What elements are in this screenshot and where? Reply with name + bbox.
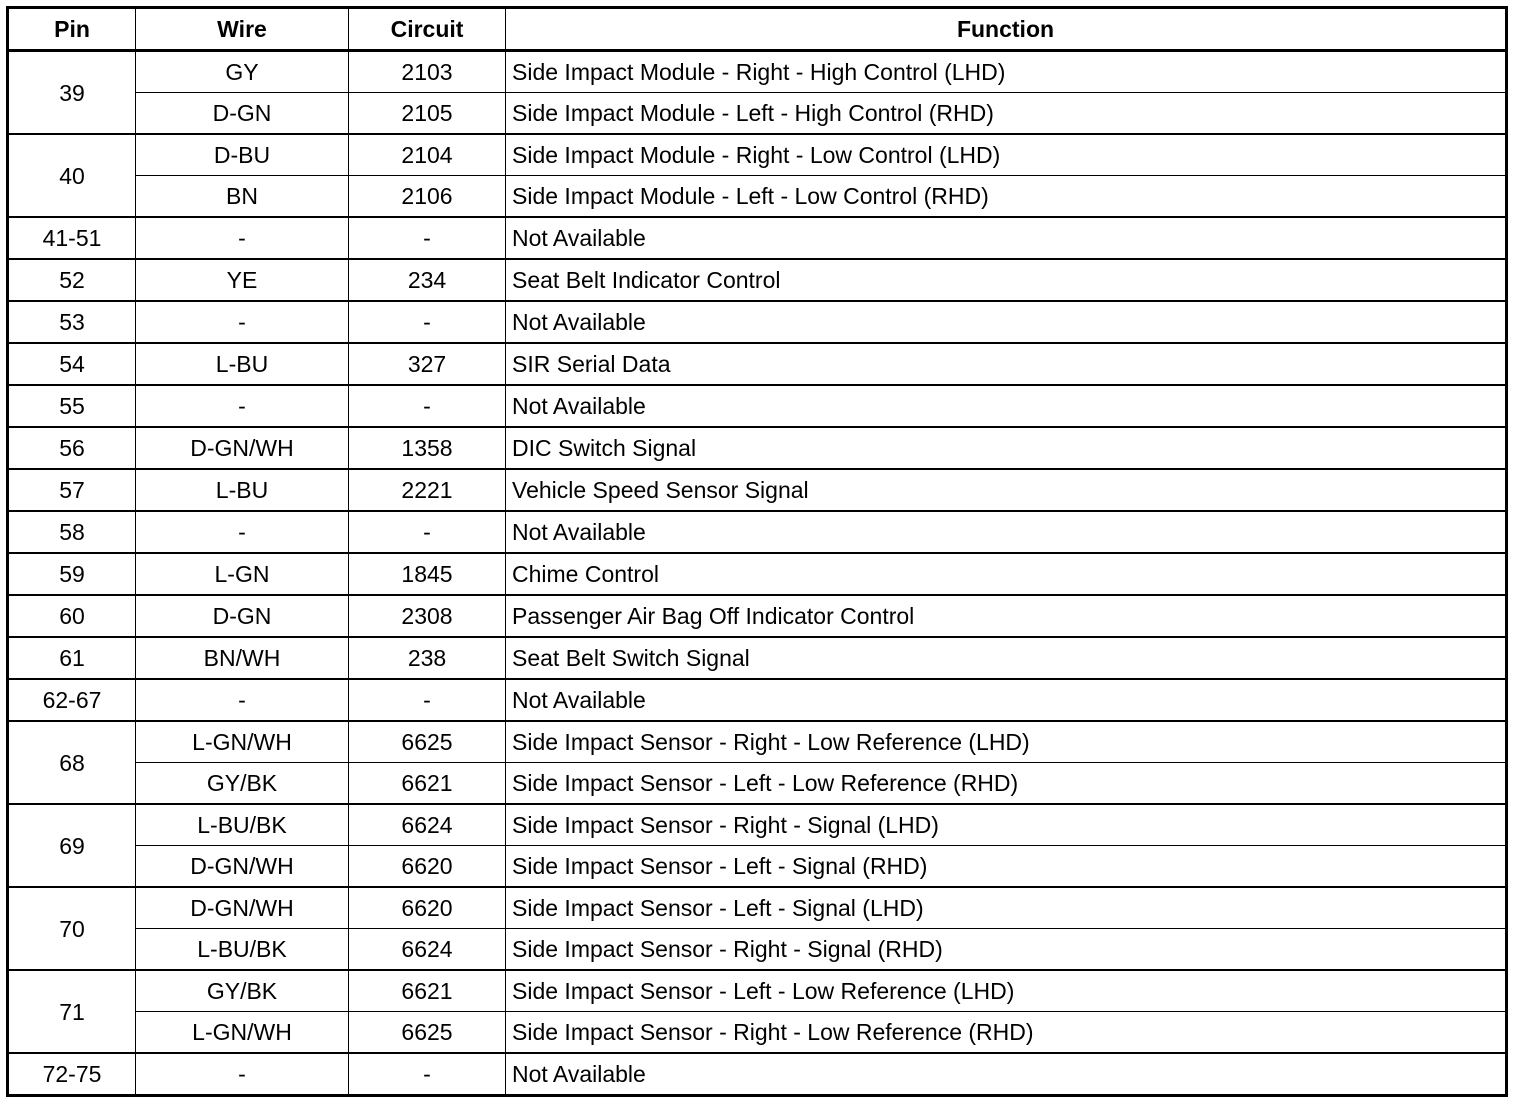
wire-cell: - xyxy=(136,679,349,721)
wire-cell: L-GN/WH xyxy=(136,721,349,763)
function-cell: Side Impact Sensor - Left - Signal (RHD) xyxy=(506,846,1507,888)
table-row xyxy=(8,679,1507,721)
function-cell: Side Impact Module - Right - Low Control (LHD) xyxy=(506,134,1507,176)
function-cell: Not Available xyxy=(506,679,1507,721)
wire-cell: D-BU xyxy=(136,134,349,176)
function-cell: Side Impact Sensor - Left - Low Reference (RHD) xyxy=(506,763,1507,805)
function-cell: Not Available xyxy=(506,1053,1507,1096)
table-row xyxy=(8,846,1507,888)
wire-cell: - xyxy=(136,217,349,259)
circuit-cell: 6620 xyxy=(349,887,506,929)
pin-cell: 68 xyxy=(8,721,136,804)
circuit-cell: - xyxy=(349,679,506,721)
circuit-cell: - xyxy=(349,301,506,343)
header-wire: Wire xyxy=(136,8,349,51)
wire-cell: L-BU/BK xyxy=(136,804,349,846)
function-cell: Passenger Air Bag Off Indicator Control xyxy=(506,595,1507,637)
pin-cell: 61 xyxy=(8,637,136,679)
table-row xyxy=(8,176,1507,218)
table-row xyxy=(8,511,1507,553)
circuit-cell: 6624 xyxy=(349,929,506,971)
table-row xyxy=(8,595,1507,637)
header-circuit: Circuit xyxy=(349,8,506,51)
wire-cell: L-BU/BK xyxy=(136,929,349,971)
function-cell: Not Available xyxy=(506,217,1507,259)
pin-cell: 55 xyxy=(8,385,136,427)
function-cell: Side Impact Sensor - Right - Signal (RHD) xyxy=(506,929,1507,971)
function-cell: Seat Belt Indicator Control xyxy=(506,259,1507,301)
wire-cell: L-BU xyxy=(136,343,349,385)
table-row xyxy=(8,1012,1507,1054)
wire-cell: GY/BK xyxy=(136,970,349,1012)
circuit-cell: 1845 xyxy=(349,553,506,595)
wire-cell: D-GN/WH xyxy=(136,846,349,888)
pin-cell: 57 xyxy=(8,469,136,511)
table-row xyxy=(8,301,1507,343)
header-function: Function xyxy=(506,8,1507,51)
wire-cell: - xyxy=(136,301,349,343)
wire-cell: - xyxy=(136,511,349,553)
pin-cell: 72-75 xyxy=(8,1053,136,1096)
function-cell: Side Impact Sensor - Left - Low Reference (LHD) xyxy=(506,970,1507,1012)
wire-cell: L-BU xyxy=(136,469,349,511)
wire-cell: D-GN/WH xyxy=(136,427,349,469)
circuit-cell: - xyxy=(349,217,506,259)
pin-cell: 70 xyxy=(8,887,136,970)
function-cell: SIR Serial Data xyxy=(506,343,1507,385)
circuit-cell: 6621 xyxy=(349,970,506,1012)
circuit-cell: 327 xyxy=(349,343,506,385)
function-cell: Not Available xyxy=(506,301,1507,343)
pin-cell: 59 xyxy=(8,553,136,595)
table-row xyxy=(8,1053,1507,1096)
circuit-cell: 6621 xyxy=(349,763,506,805)
circuit-cell: 2308 xyxy=(349,595,506,637)
wire-cell: BN xyxy=(136,176,349,218)
pin-cell: 40 xyxy=(8,134,136,217)
circuit-cell: 6624 xyxy=(349,804,506,846)
table-header-row xyxy=(8,8,1507,51)
table-row xyxy=(8,721,1507,763)
wire-cell: L-GN xyxy=(136,553,349,595)
function-cell: Side Impact Module - Left - High Control (RHD) xyxy=(506,93,1507,135)
function-cell: Side Impact Module - Left - Low Control (RHD) xyxy=(506,176,1507,218)
circuit-cell: - xyxy=(349,511,506,553)
connector-pinout-table xyxy=(6,6,1508,1097)
wire-cell: D-GN xyxy=(136,595,349,637)
pin-cell: 58 xyxy=(8,511,136,553)
pin-cell: 60 xyxy=(8,595,136,637)
wire-cell: GY/BK xyxy=(136,763,349,805)
wire-cell: BN/WH xyxy=(136,637,349,679)
wire-cell: YE xyxy=(136,259,349,301)
function-cell: Seat Belt Switch Signal xyxy=(506,637,1507,679)
wire-cell: GY xyxy=(136,51,349,93)
function-cell: Vehicle Speed Sensor Signal xyxy=(506,469,1507,511)
circuit-cell: 2103 xyxy=(349,51,506,93)
circuit-cell: - xyxy=(349,1053,506,1096)
function-cell: Chime Control xyxy=(506,553,1507,595)
pin-cell: 41-51 xyxy=(8,217,136,259)
wire-cell: L-GN/WH xyxy=(136,1012,349,1054)
table-body xyxy=(8,51,1507,1096)
circuit-cell: 2105 xyxy=(349,93,506,135)
table-row xyxy=(8,763,1507,805)
wire-cell: D-GN xyxy=(136,93,349,135)
pin-cell: 53 xyxy=(8,301,136,343)
function-cell: Side Impact Sensor - Right - Signal (LHD) xyxy=(506,804,1507,846)
function-cell: Not Available xyxy=(506,385,1507,427)
table-row xyxy=(8,217,1507,259)
table-row xyxy=(8,259,1507,301)
pin-cell: 71 xyxy=(8,970,136,1053)
table-row xyxy=(8,887,1507,929)
pin-cell: 56 xyxy=(8,427,136,469)
circuit-cell: - xyxy=(349,385,506,427)
pin-cell: 39 xyxy=(8,51,136,135)
circuit-cell: 6620 xyxy=(349,846,506,888)
pin-cell: 62-67 xyxy=(8,679,136,721)
table-row xyxy=(8,51,1507,93)
wire-cell: D-GN/WH xyxy=(136,887,349,929)
circuit-cell: 2104 xyxy=(349,134,506,176)
circuit-cell: 2106 xyxy=(349,176,506,218)
table-row xyxy=(8,343,1507,385)
table-row xyxy=(8,804,1507,846)
pin-cell: 54 xyxy=(8,343,136,385)
table-row xyxy=(8,469,1507,511)
pin-cell: 52 xyxy=(8,259,136,301)
circuit-cell: 238 xyxy=(349,637,506,679)
pin-cell: 69 xyxy=(8,804,136,887)
function-cell: Side Impact Sensor - Left - Signal (LHD) xyxy=(506,887,1507,929)
circuit-cell: 6625 xyxy=(349,1012,506,1054)
table-row xyxy=(8,427,1507,469)
wire-cell: - xyxy=(136,1053,349,1096)
table-row xyxy=(8,385,1507,427)
function-cell: DIC Switch Signal xyxy=(506,427,1507,469)
function-cell: Side Impact Module - Right - High Control (LHD) xyxy=(506,51,1507,93)
circuit-cell: 234 xyxy=(349,259,506,301)
header-pin: Pin xyxy=(8,8,136,51)
function-cell: Side Impact Sensor - Right - Low Reference (LHD) xyxy=(506,721,1507,763)
circuit-cell: 1358 xyxy=(349,427,506,469)
function-cell: Side Impact Sensor - Right - Low Reference (RHD) xyxy=(506,1012,1507,1054)
table-row xyxy=(8,93,1507,135)
circuit-cell: 6625 xyxy=(349,721,506,763)
wire-cell: - xyxy=(136,385,349,427)
table-row xyxy=(8,637,1507,679)
table-row xyxy=(8,553,1507,595)
table-row xyxy=(8,929,1507,971)
function-cell: Not Available xyxy=(506,511,1507,553)
table-row xyxy=(8,134,1507,176)
circuit-cell: 2221 xyxy=(349,469,506,511)
table-row xyxy=(8,970,1507,1012)
